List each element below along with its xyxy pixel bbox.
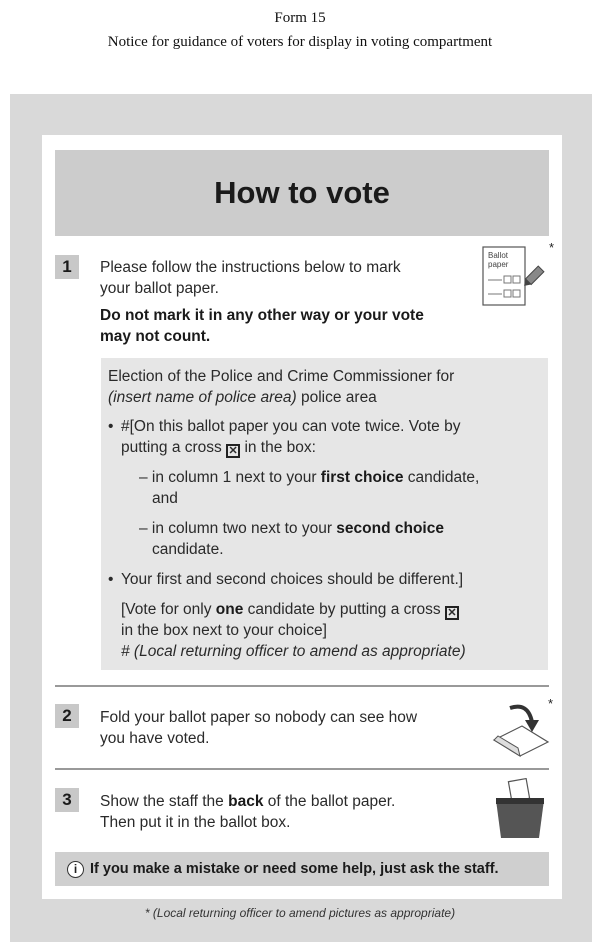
- svg-text:paper: paper: [488, 260, 509, 269]
- inset-column-1-line-1: – in column 1 next to your first choice candidate,: [139, 469, 480, 486]
- help-text: If you make a mistake or need some help, just ask the staff.: [90, 861, 499, 877]
- step-3-line-1: Show the staff the back of the ballot paper.: [100, 793, 396, 810]
- step-2-line-2: you have voted.: [100, 730, 210, 747]
- inset-bullet-2-text: Your first and second choices should be different.]: [121, 571, 464, 588]
- inset-bullet-1-line-2: putting a cross ✕ in the box:: [121, 439, 316, 457]
- form-subtitle: Notice for guidance of voters for display in voting compartment: [107, 34, 493, 50]
- inset-bullet-1: [108, 416, 113, 437]
- cross-box-icon: ✕: [445, 606, 459, 620]
- step-1-star: *: [549, 240, 555, 255]
- divider-1: [55, 685, 549, 687]
- info-icon: i: [67, 861, 84, 878]
- inset-election-title: [108, 366, 454, 408]
- inset-line-1: Election of the Police and Crime Commissioner for: [108, 368, 455, 385]
- step-2-text: [100, 707, 417, 749]
- form-number: Form 15: [274, 10, 326, 26]
- step-2-number: 2: [55, 704, 79, 728]
- step-3-text: [100, 791, 395, 833]
- inset-police-area-suffix: police area: [296, 389, 377, 406]
- divider-2: [55, 768, 549, 770]
- step-3-line-2: Then put it in the ballot box.: [100, 814, 291, 831]
- inset-police-area-placeholder: (insert name of police area): [108, 389, 297, 406]
- inset-vote-once-line-2: in the box next to your choice]: [121, 622, 327, 639]
- form-header: [0, 6, 600, 54]
- svg-text:Ballot: Ballot: [488, 251, 509, 260]
- bullet-dot: •: [108, 571, 114, 588]
- inset-bullet-2: [108, 569, 113, 590]
- step-1-warning-line-1: Do not mark it in any other way or your vote: [100, 307, 424, 324]
- inset-amend-note: # (Local returning officer to amend as appropriate): [121, 643, 466, 660]
- inset-bullet-1-line-1: #[On this ballot paper you can vote twice. Vote by: [121, 418, 461, 435]
- ballot-box-icon: [492, 778, 548, 842]
- inset-column-2-line-1: – in column two next to your second choice: [139, 520, 444, 537]
- step-2-star: *: [548, 696, 554, 711]
- inset-vote-once-line-1: [Vote for only one candidate by putting a cross ✕: [121, 599, 466, 620]
- folded-ballot-icon: [492, 700, 550, 760]
- step-1-line-2: your ballot paper.: [100, 280, 219, 297]
- step-1-warning-line-2: may not count.: [100, 328, 211, 345]
- title-bar: [55, 150, 549, 236]
- inset-column-2-line-2: candidate.: [152, 541, 224, 558]
- page-title: How to vote: [214, 175, 390, 210]
- inset-column-2: [139, 518, 444, 560]
- step-1-warning: [100, 305, 424, 347]
- inset-column-1: [139, 467, 479, 509]
- footnote: * (Local returning officer to amend pictures as appropriate): [144, 906, 456, 920]
- inset-bullet-1-text: [121, 416, 460, 458]
- step-2-line-1: Fold your ballot paper so nobody can see how: [100, 709, 418, 726]
- step-3-number: 3: [55, 788, 79, 812]
- inset-line-2: [108, 387, 454, 408]
- step-1-text: [100, 257, 401, 299]
- bullet-dot: •: [108, 418, 114, 435]
- inset-vote-once: [121, 599, 466, 662]
- cross-box-icon: ✕: [226, 444, 240, 458]
- step-1-number: 1: [55, 255, 79, 279]
- help-bar: [55, 852, 549, 886]
- inset-column-1-line-2: and: [152, 490, 178, 507]
- ballot-paper-icon: [482, 246, 548, 310]
- step-1-line-1: Please follow the instructions below to mark: [100, 259, 401, 276]
